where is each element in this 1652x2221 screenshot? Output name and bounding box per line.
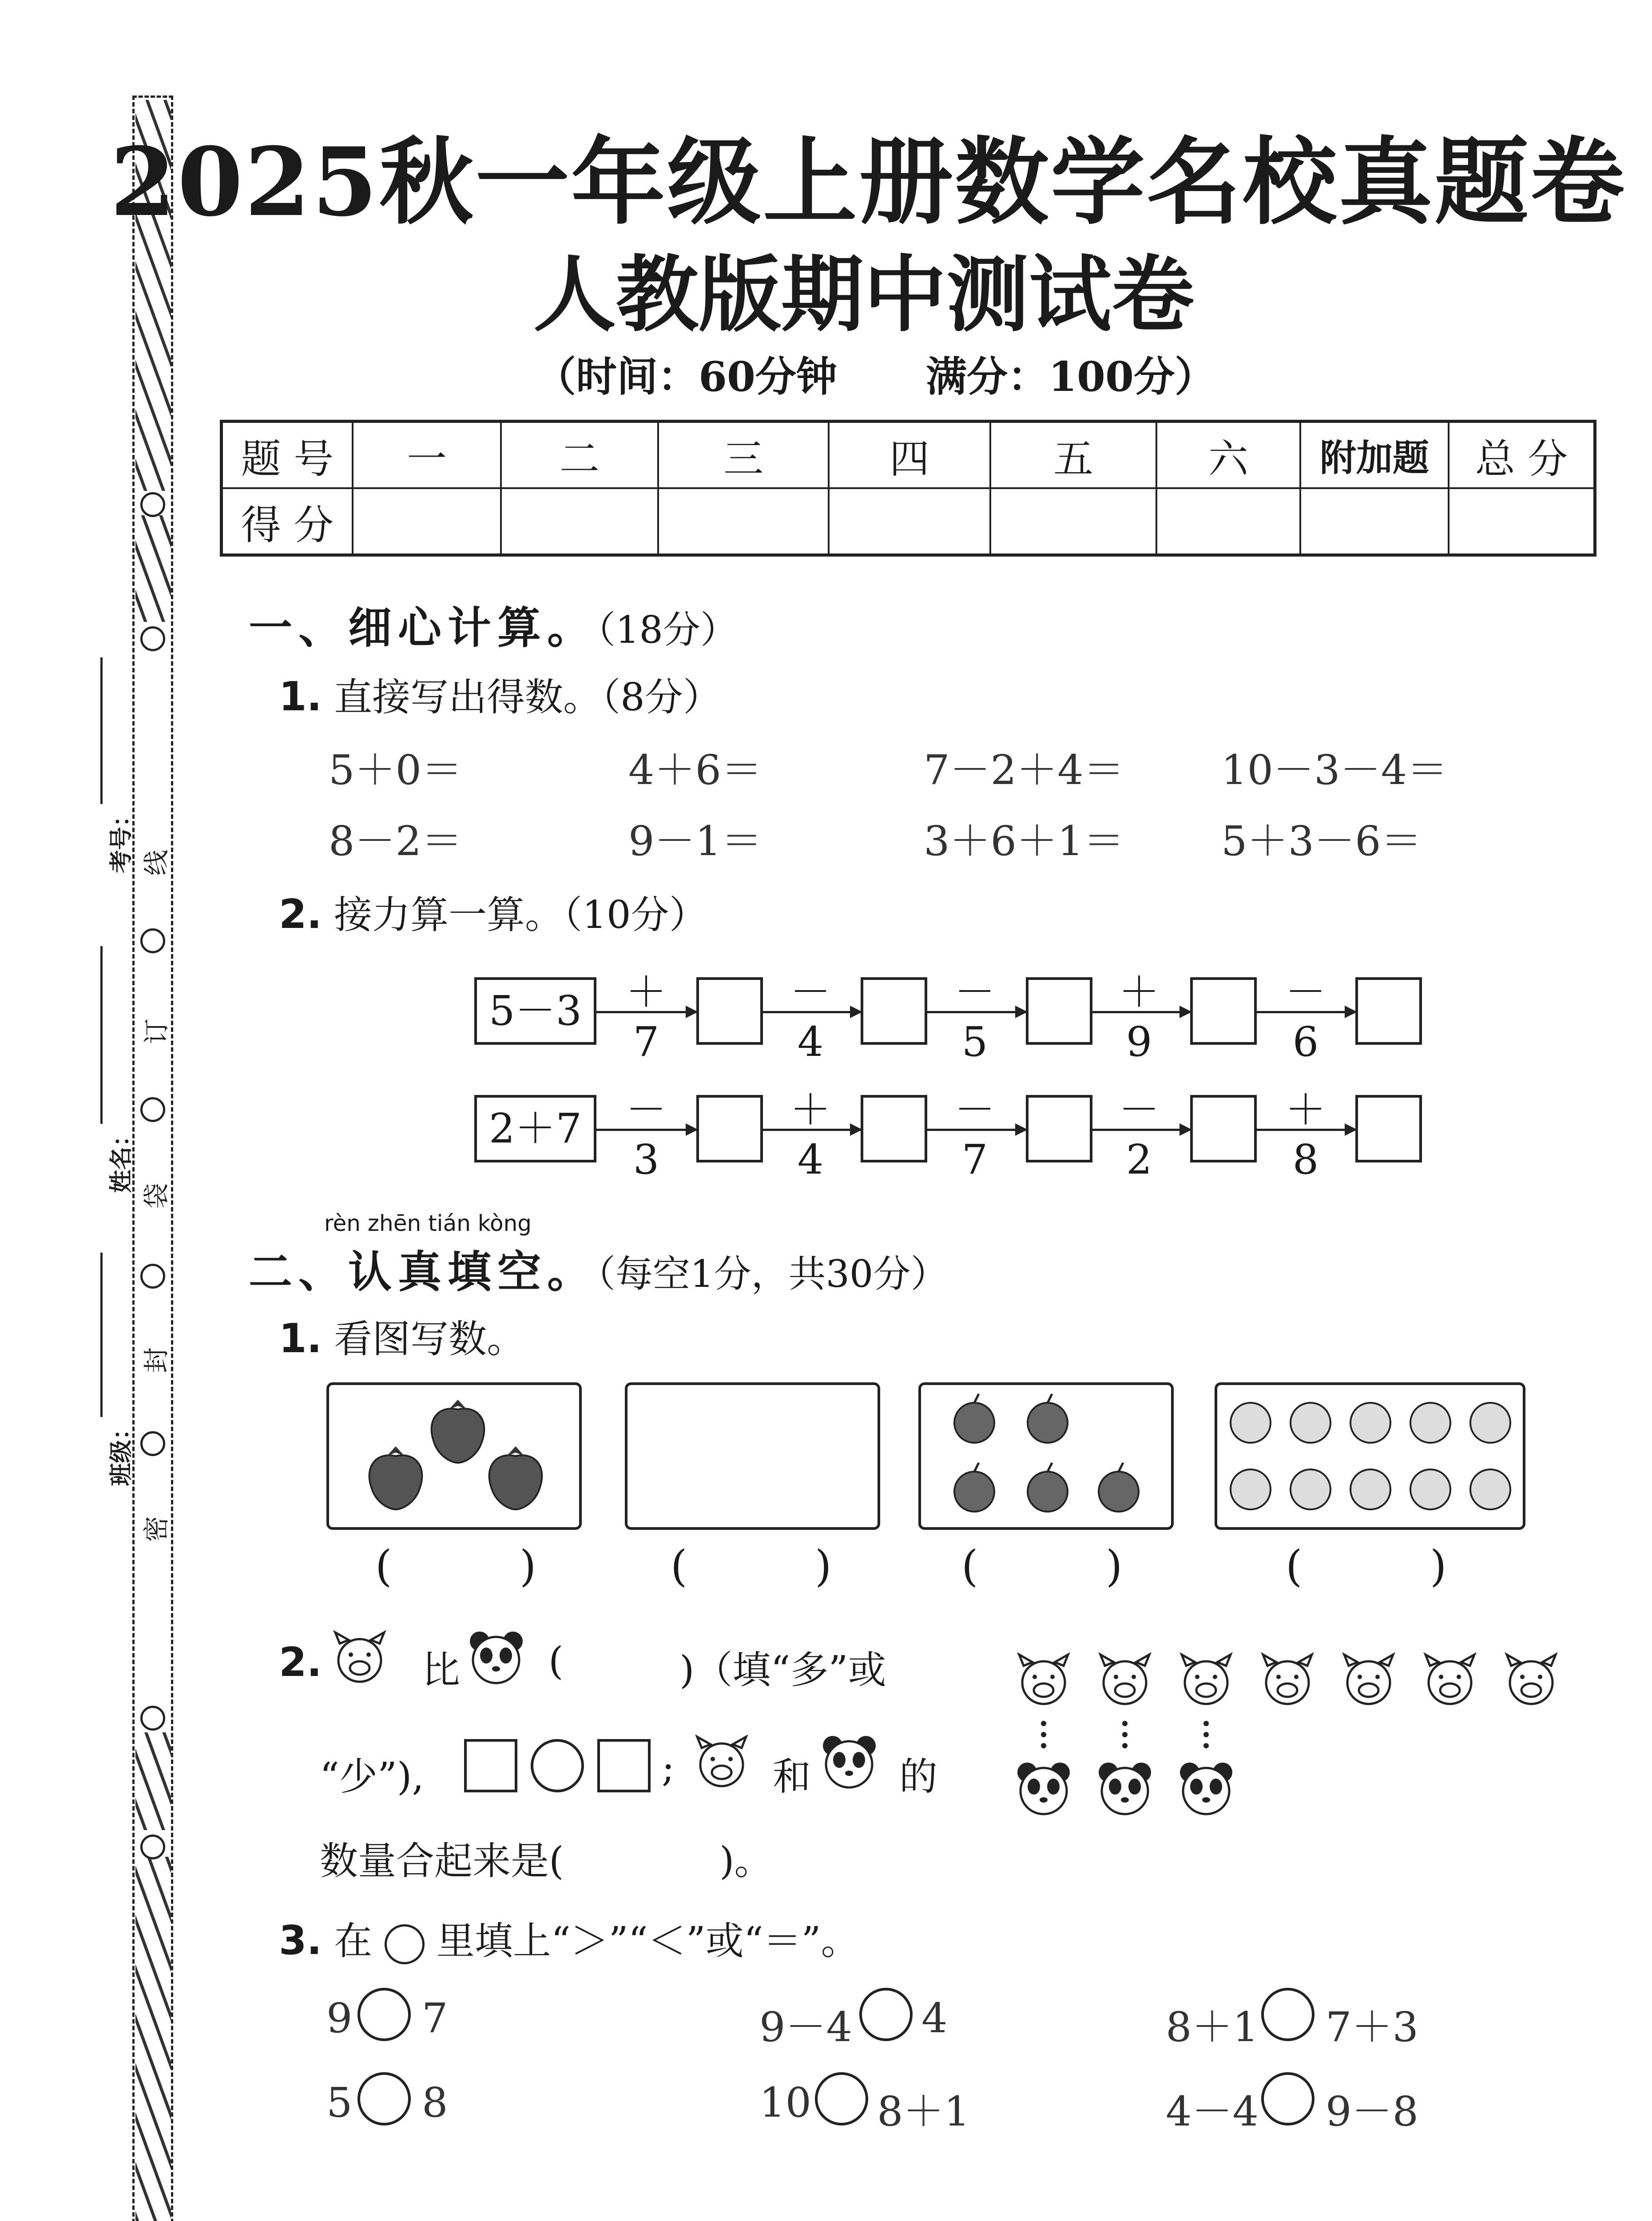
section1-points: （18分）: [597, 608, 738, 652]
compare-left: 5: [326, 2079, 353, 2126]
binding-char: 袋: [141, 1182, 172, 1209]
score-cell[interactable]: [658, 488, 829, 555]
answer-paren-close: ): [1106, 1541, 1123, 1591]
number-box[interactable]: [464, 1739, 517, 1792]
possessive-word: 的: [899, 1755, 937, 1799]
binding-hole: [140, 626, 165, 651]
binding-hatch: [135, 1857, 171, 2221]
chain-answer-box[interactable]: [696, 1095, 763, 1162]
page-title: 2025秋一年级上册数学名校真题卷: [110, 127, 1627, 237]
score-header-cell: 三: [658, 422, 829, 489]
chain-op: ＋7: [625, 968, 667, 1066]
compare-circle[interactable]: [357, 2072, 411, 2125]
s2-q3-prompt: [279, 1910, 859, 1965]
expression: 7－2＋4＝: [924, 746, 1124, 794]
chain-op: －3: [625, 1086, 667, 1183]
question-number: 1.: [279, 673, 322, 720]
s2-q1-prompt: [279, 1308, 525, 1363]
answer-paren-close: ): [815, 1541, 832, 1591]
semicolon: ;: [662, 1746, 675, 1790]
chain-answer-box[interactable]: [861, 977, 927, 1045]
s1-q2-prompt: [279, 884, 707, 939]
question-text: 看图写数。: [334, 1317, 525, 1361]
blank-more-less[interactable]: (: [548, 1639, 564, 1684]
question-number: 3.: [279, 1917, 322, 1964]
binding-hole: [140, 492, 165, 517]
apple-icon: [921, 1385, 1171, 1527]
fill-hint: )（填“多”或: [679, 1648, 886, 1692]
chain-op: ＋9: [1118, 968, 1160, 1066]
binding-hole: [140, 928, 165, 953]
score-cell[interactable]: [1300, 488, 1449, 555]
compare-left: 8＋1: [1166, 2003, 1259, 2051]
binding-hatch: [135, 515, 171, 622]
score-header-cell: 附加题: [1300, 422, 1449, 489]
question-text: 接力算一算。（10分）: [334, 893, 707, 937]
score-cell[interactable]: [501, 488, 658, 555]
compare-circle[interactable]: [531, 1739, 584, 1792]
chain-answer-box[interactable]: [1355, 1095, 1422, 1162]
pig-panda-illustration: [999, 1639, 1577, 1843]
expression: 3＋6＋1＝: [924, 817, 1124, 865]
student-name-label: 姓名：: [107, 1123, 135, 1193]
binding-char: 订: [141, 1018, 172, 1045]
chain-answer-box[interactable]: [861, 1095, 927, 1162]
chain-answer-box[interactable]: [696, 977, 763, 1045]
score-cell[interactable]: [1449, 488, 1595, 555]
chain-answer-box[interactable]: [1190, 977, 1257, 1045]
student-name-field[interactable]: [100, 946, 103, 1124]
binding-hole: [140, 1264, 165, 1289]
compare-right: 9－8: [1326, 2088, 1419, 2135]
total-prompt[interactable]: 数量合起来是(: [320, 1839, 564, 1883]
binding-hole: [140, 1097, 165, 1122]
exam-number-label: 考号：: [107, 804, 135, 873]
expression: 10－3－4＝: [1221, 746, 1448, 794]
panda-icon: [819, 1732, 879, 1792]
pig-icon: [693, 1735, 751, 1792]
binding-hole: [140, 1835, 165, 1859]
question-text: 在: [334, 1919, 373, 1963]
answer-paren-open[interactable]: (: [671, 1541, 687, 1591]
binding-char: 封: [141, 1347, 172, 1373]
chain-op: －6: [1285, 968, 1326, 1066]
apple-frame: [918, 1382, 1174, 1530]
binding-hole: [140, 1706, 165, 1731]
number-box[interactable]: [597, 1739, 651, 1792]
page-subtitle: 人教版期中测试卷: [533, 246, 1194, 343]
question-number: 1.: [279, 1315, 322, 1362]
and-word: 和: [773, 1755, 811, 1799]
section2-title: 二、认真填空。: [249, 1246, 597, 1298]
score-header-cell: 总 分: [1449, 422, 1595, 489]
score-table: [220, 420, 1596, 557]
chain-answer-box[interactable]: [1026, 977, 1092, 1045]
score-header-cell: 题 号: [222, 422, 353, 489]
chain-answer-box[interactable]: [1190, 1095, 1257, 1162]
score-cell[interactable]: [990, 488, 1156, 555]
score-cell[interactable]: [1156, 488, 1300, 555]
answer-paren-close: ): [520, 1541, 536, 1591]
compare-word: 比: [422, 1648, 460, 1692]
compare-right: 7＋3: [1326, 2003, 1419, 2051]
peach-icon: [1217, 1385, 1523, 1527]
compare-circle[interactable]: [859, 1988, 913, 2041]
compare-right: 8: [422, 2079, 448, 2126]
class-field[interactable]: [100, 1253, 103, 1417]
compare-circle[interactable]: [357, 1988, 411, 2041]
panda-icon: [466, 1628, 526, 1688]
score-cell[interactable]: [829, 488, 990, 555]
chain-answer-box[interactable]: [1026, 1095, 1092, 1162]
chain-op: －5: [954, 968, 995, 1066]
exam-time: （时间：60分钟: [535, 353, 838, 401]
binding-hatch: [135, 1732, 171, 1830]
question-number: [279, 1639, 322, 1686]
circle-symbol: [385, 1924, 425, 1964]
compare-circle[interactable]: [1261, 1988, 1314, 2041]
binding-char: 线: [141, 849, 172, 876]
question-number-text: 2.: [279, 1639, 322, 1686]
expression: 4＋6＝: [628, 746, 762, 794]
score-header-cell: 四: [829, 422, 990, 489]
binding-char: 密: [141, 1516, 172, 1542]
fill-hint-cont: “少”),: [320, 1755, 424, 1799]
score-header-cell: 一: [353, 422, 501, 489]
question-text: 里填上“＞”“＜”或“＝”。: [436, 1919, 859, 1963]
exam-meta: [535, 344, 1215, 403]
empty-frame: [625, 1382, 880, 1530]
compare-circle[interactable]: [1261, 2072, 1314, 2125]
answer-paren-close: ): [1430, 1541, 1447, 1591]
chain-op: －4: [790, 968, 831, 1066]
total-prompt-end: )。: [719, 1839, 773, 1883]
score-header-cell: 二: [501, 422, 658, 489]
chain-answer-box[interactable]: [1355, 977, 1422, 1045]
peach-frame: [1215, 1382, 1525, 1530]
strawberry-icon: [329, 1385, 579, 1527]
score-header-cell: 六: [1156, 422, 1300, 489]
section2-heading: [249, 1237, 948, 1300]
exam-full-score: 满分：100分）: [926, 353, 1216, 401]
question-text: 直接写出得数。（8分）: [334, 675, 721, 720]
expression: 9－1＝: [628, 817, 762, 865]
chain-op: ＋4: [790, 1086, 831, 1183]
answer-paren-open[interactable]: (: [961, 1541, 978, 1591]
chain-op: －2: [1118, 1086, 1160, 1183]
compare-circle[interactable]: [815, 2072, 868, 2125]
compare-right: 4: [921, 1994, 948, 2042]
compare-left: 10: [759, 2079, 812, 2126]
section2-points: （每空1分，共30分）: [597, 1252, 948, 1296]
score-row-label: 得 分: [222, 488, 353, 555]
chain1-start: 5－3: [474, 977, 596, 1045]
question-number: 2.: [279, 891, 322, 938]
chain-op: －7: [954, 1086, 995, 1183]
binding-hole: [140, 1431, 165, 1456]
s1-q1-prompt: [279, 666, 721, 721]
expression: 5＋3－6＝: [1221, 817, 1422, 865]
section1-title: 一、细心计算。: [249, 602, 597, 653]
section2-pinyin: rèn zhēn tián kòng: [324, 1210, 532, 1236]
compare-left: 4－4: [1166, 2088, 1259, 2135]
class-label: 班级：: [107, 1417, 135, 1486]
exam-number-field[interactable]: [100, 657, 103, 804]
expression: 8－2＝: [329, 817, 463, 865]
score-header-cell: 五: [990, 422, 1156, 489]
score-cell[interactable]: [353, 488, 501, 555]
section1-heading: [249, 593, 738, 656]
strawberry-frame: [326, 1382, 582, 1530]
compare-left: 9－4: [759, 2003, 853, 2051]
chain-op: ＋8: [1285, 1086, 1326, 1183]
pig-icon: [331, 1630, 389, 1688]
answer-paren-open[interactable]: (: [1286, 1541, 1303, 1591]
compare-left: 9: [326, 1994, 353, 2042]
expression: 5＋0＝: [329, 746, 463, 794]
chain2-start: 2＋7: [474, 1095, 596, 1162]
compare-right: 8＋1: [877, 2088, 970, 2135]
answer-paren-open[interactable]: (: [375, 1541, 392, 1591]
compare-right: 7: [422, 1994, 448, 2042]
